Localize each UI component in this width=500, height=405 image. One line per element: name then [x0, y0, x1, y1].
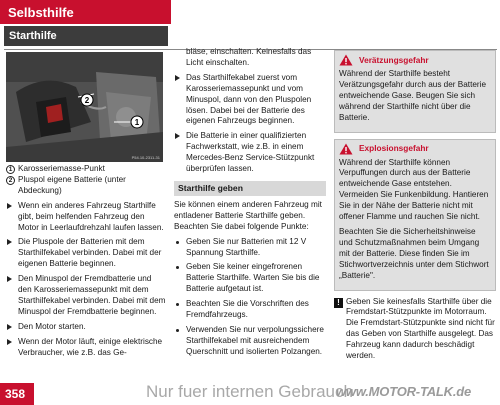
arrow-icon	[175, 133, 180, 139]
callout-2-label: 2	[84, 96, 90, 105]
bullet-icon	[176, 303, 179, 306]
column-1	[6, 164, 166, 359]
warning-body: Während der Starthilfe können Verpuffungen durch aus der Batterie entweichende Gase entstehen. Vermeiden Sie Funkenbildung. Hantieren Sie in der Nähe der Batterie nicht mit offener Flamme und rauchen Sie nicht. Beachten Sie die Sicherheitshinweise und Schutzmaßnahmen beim Umgang mit der Batterie. Diese finden Sie im Stichwortverzeichnis unter dem Stichwort „Batterie".	[339, 157, 489, 280]
callout-number: 1	[6, 165, 15, 174]
step-item: Wenn ein anderes Fahrzeug Starthilfe gibt, beim helfenden Fahrzeug den Motor in Leerlaufdrehzahl laufen lassen.	[6, 201, 166, 234]
step-item: Das Starthilfekabel zuerst vom Karosseriemassepunkt und vom Minuspol, dann von den Pluspolen lösen. Dabei bei der Batterie des eigenen Fahrzeugs beginnen.	[174, 73, 326, 128]
arrow-icon	[7, 324, 12, 330]
arrow-icon	[7, 239, 12, 245]
photo-code: P54.10-2311-31	[131, 155, 160, 160]
warning-body: Während der Starthilfe besteht Verätzungsgefahr durch aus der Batterie entweichende Gase. Beugen Sie sich während der Starthilfe nicht über die Batterie.	[339, 69, 487, 122]
bullet-icon	[176, 241, 179, 244]
bullet-item: Geben Sie keiner eingefrorenen Batterie Starthilfe. Warten Sie bis die Batterie aufgetaut ist.	[174, 262, 326, 295]
exclamation-icon: !	[334, 298, 343, 308]
legend-item: 1 Karosseriemasse-Punkt	[6, 164, 166, 175]
bullet-icon	[176, 329, 179, 332]
callout-1-label: 1	[134, 118, 140, 127]
arrow-icon	[175, 75, 180, 81]
engine-photo	[6, 52, 163, 162]
warning-box-explosion	[334, 139, 496, 291]
step-item: Den Motor starten.	[6, 322, 166, 333]
bullet-icon	[176, 266, 179, 269]
page-number: 358	[0, 383, 34, 405]
warning-title: Verätzungsgefahr	[335, 51, 495, 69]
arrow-icon	[7, 276, 12, 282]
arrow-icon	[7, 339, 12, 345]
bullet-item: Beachten Sie die Vorschriften des Fremdfahrzeugs.	[174, 299, 326, 321]
section-header: Selbsthilfe	[0, 0, 171, 24]
section-intro: Sie können einem anderen Fahrzeug mit entladener Batterie Starthilfe geben. Beachten Sie dabei folgende Punkte:	[174, 199, 322, 231]
step-item: Wenn der Motor läuft, einige elektrische Verbraucher, wie z.B. das Ge-	[6, 337, 166, 359]
warning-title: Explosionsgefahr	[335, 140, 495, 158]
watermark: Nur fuer internen Gebrauch	[146, 382, 353, 401]
arrow-icon	[7, 203, 12, 209]
column-3	[334, 50, 496, 362]
bullet-item: Geben Sie nur Batterien mit 12 V Spannung Starthilfe.	[174, 237, 326, 259]
page-title: Starthilfe	[4, 26, 168, 46]
continued-text: bläse, einschalten. Keinesfalls das Licht einschalten.	[186, 47, 312, 67]
column-2	[174, 47, 326, 358]
step-item: Die Batterie in einer qualifizierten Fachwerkstatt, wie z.B. in einem Mercedes-Benz Service-Stützpunkt überprüfen lassen.	[174, 131, 326, 175]
bullet-item: Verwenden Sie nur verpolungssichere Starthilfekabel mit ausreichendem Querschnitt und isolierten Polzangen.	[174, 325, 326, 358]
warning-box-corrosion	[334, 50, 496, 133]
step-item: Den Minuspol der Fremdbatterie und den Karosseriemassepunkt mit dem Starthilfekabel verbinden. Dabei mit dem Minuspol der Fremdbatterie beginnen.	[6, 274, 166, 318]
step-item: Die Pluspole der Batterien mit dem Starthilfekabel verbinden. Dabei mit der eigenen Batterie beginnen.	[6, 237, 166, 270]
legend-item: 2 Pluspol eigene Batterie (unter Abdeckung)	[6, 175, 166, 197]
callout-number: 2	[6, 176, 15, 185]
section-title: Starthilfe geben	[174, 181, 326, 196]
site-logo: www.MOTOR-TALK.de	[336, 384, 472, 399]
warning-triangle-icon	[339, 54, 353, 66]
caution-note: ! Geben Sie keinesfalls Starthilfe über die Fremdstart-Stützpunkte im Motorraum. Die Fremdstart-Stützpunkte sind nicht für das Geben von Starthilfe ausgelegt. Das Fahrzeug kann dadurch beschädigt werden.	[334, 297, 496, 362]
warning-triangle-icon	[339, 143, 353, 155]
